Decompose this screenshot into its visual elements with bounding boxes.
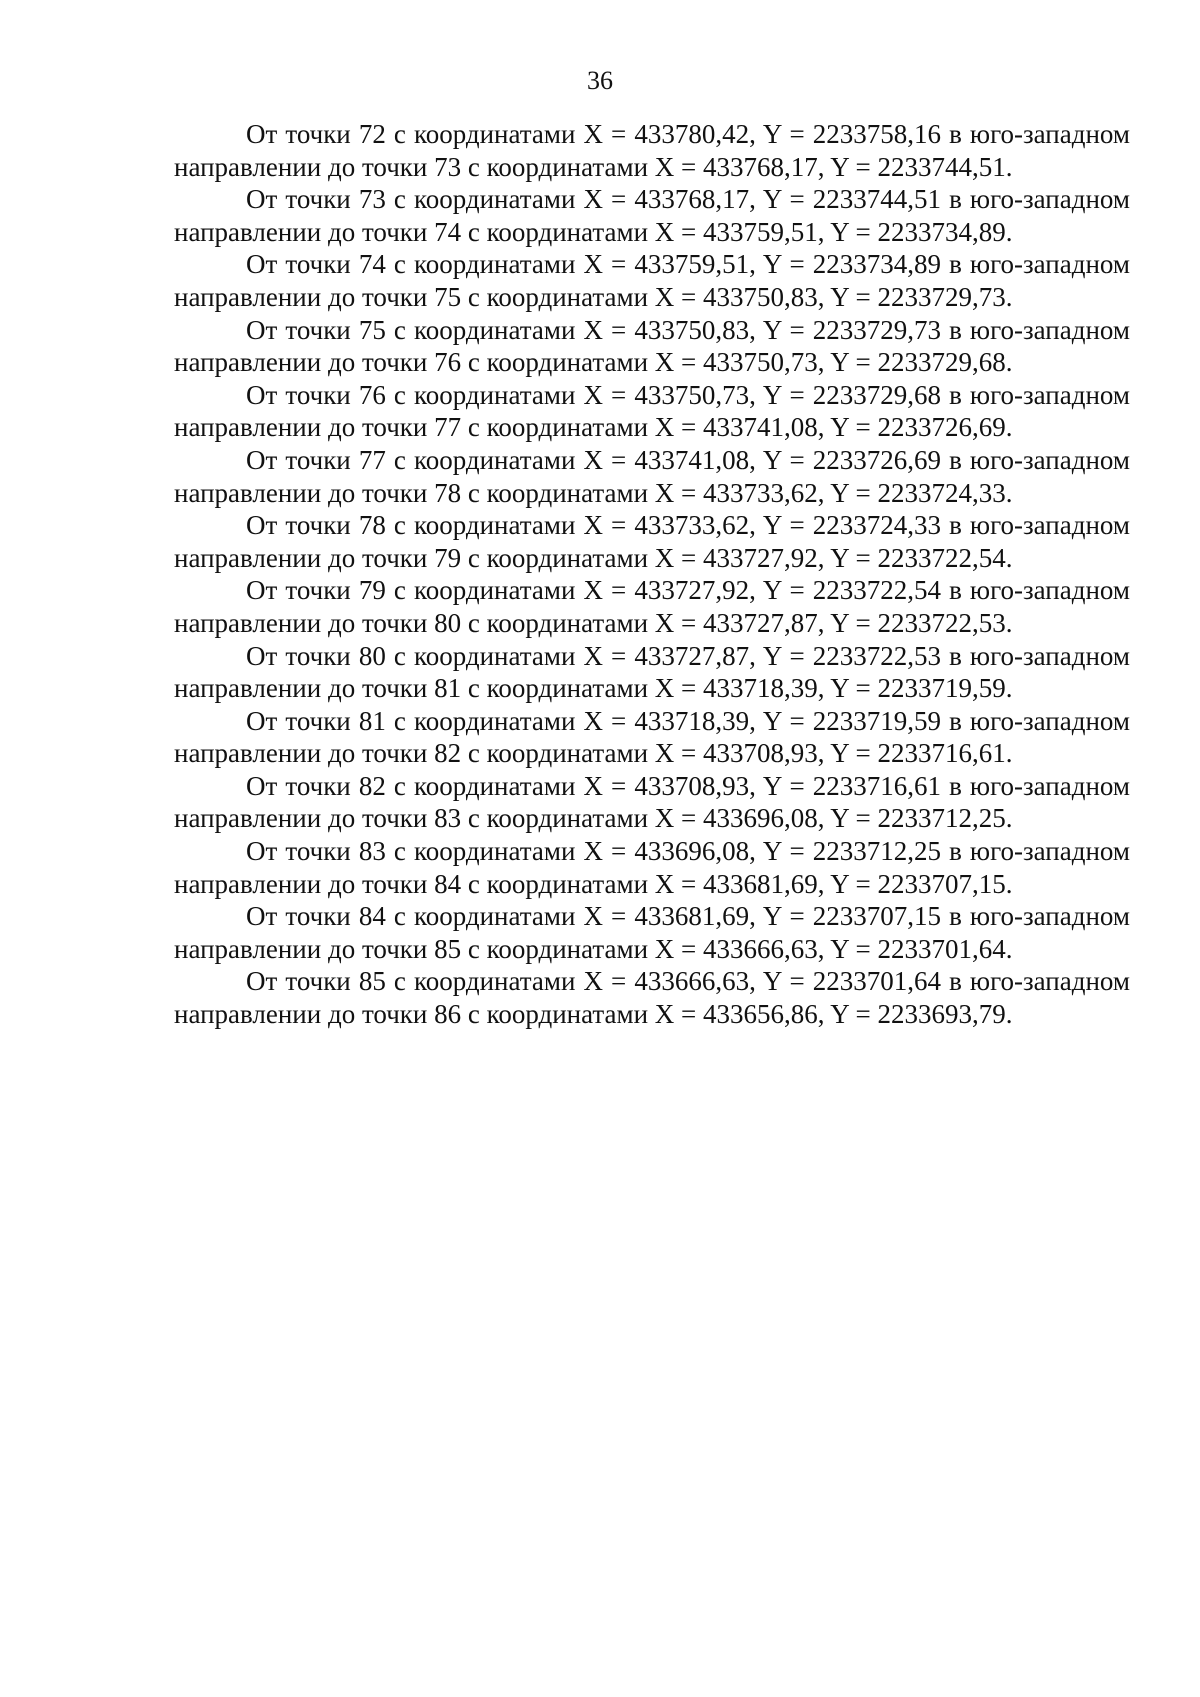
page-number: 36 xyxy=(587,66,613,95)
paragraph: От точки 82 с координатами X = 433708,93, Y = 2233716,61 в юго-западном направлении до точки 83 с координатами X = 433696,08, Y = 2233712,25. xyxy=(174,770,1130,834)
paragraph: От точки 85 с координатами X = 433666,63, Y = 2233701,64 в юго-западном направлении до точки 86 с координатами X = 433656,86, Y = 2233693,79. xyxy=(174,966,1130,1030)
document-body xyxy=(174,118,1130,1031)
paragraph: От точки 75 с координатами X = 433750,83, Y = 2233729,73 в юго-западном направлении до точки 76 с координатами X = 433750,73, Y = 2233729,68. xyxy=(174,314,1130,378)
paragraph: От точки 73 с координатами X = 433768,17, Y = 2233744,51 в юго-западном направлении до точки 74 с координатами X = 433759,51, Y = 2233734,89. xyxy=(174,184,1130,247)
paragraph: От точки 83 с координатами X = 433696,08, Y = 2233712,25 в юго-западном направлении до точки 84 с координатами X = 433681,69, Y = 2233707,15. xyxy=(174,836,1130,899)
paragraph: От точки 78 с координатами X = 433733,62, Y = 2233724,33 в юго-западном направлении до точки 79 с координатами X = 433727,92, Y = 2233722,54. xyxy=(174,510,1130,573)
paragraph: От точки 84 с координатами X = 433681,69, Y = 2233707,15 в юго-западном направлении до точки 85 с координатами X = 433666,63, Y = 2233701,64. xyxy=(174,901,1130,964)
paragraph: От точки 79 с координатами X = 433727,92, Y = 2233722,54 в юго-западном направлении до точки 80 с координатами X = 433727,87, Y = 2233722,53. xyxy=(174,575,1130,638)
paragraph: От точки 80 с координатами X = 433727,87, Y = 2233722,53 в юго-западном направлении до точки 81 с координатами X = 433718,39, Y = 2233719,59. xyxy=(174,640,1130,704)
paragraph: От точки 72 с координатами X = 433780,42, Y = 2233758,16 в юго-западном направлении до точки 73 с координатами X = 433768,17, Y = 2233744,51. xyxy=(174,119,1130,182)
paragraph: От точки 81 с координатами X = 433718,39, Y = 2233719,59 в юго-западном направлении до точки 82 с координатами X = 433708,93, Y = 2233716,61. xyxy=(174,705,1130,769)
paragraph: От точки 76 с координатами X = 433750,73, Y = 2233729,68 в юго-западном направлении до точки 77 с координатами X = 433741,08, Y = 2233726,69. xyxy=(174,379,1130,443)
paragraph: От точки 74 с координатами X = 433759,51, Y = 2233734,89 в юго-западном направлении до точки 75 с координатами X = 433750,83, Y = 2233729,73. xyxy=(174,249,1130,312)
paragraph: От точки 77 с координатами X = 433741,08, Y = 2233726,69 в юго-западном направлении до точки 78 с координатами X = 433733,62, Y = 2233724,33. xyxy=(174,444,1130,508)
